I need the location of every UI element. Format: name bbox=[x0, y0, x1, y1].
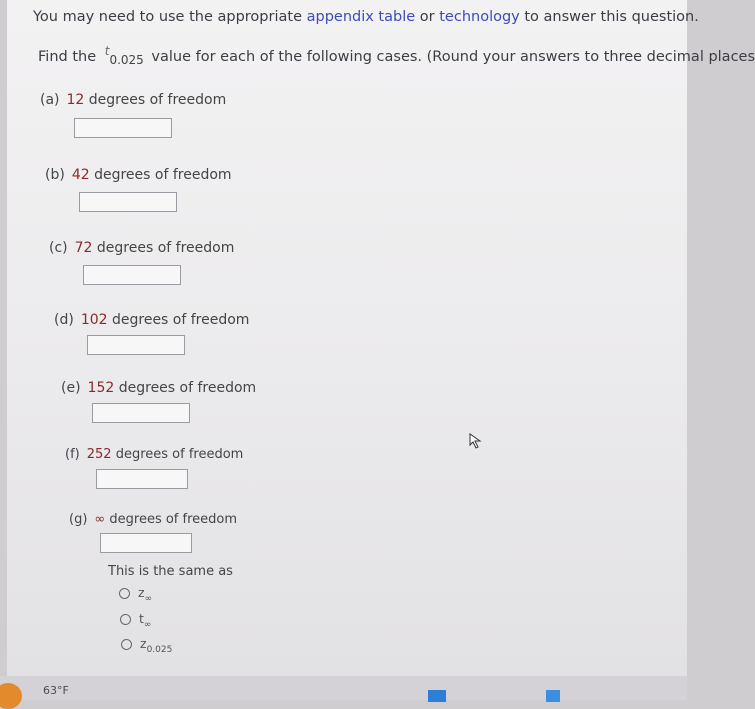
part-g-label bbox=[69, 512, 237, 527]
part-text: degrees of freedom bbox=[109, 512, 238, 527]
option-main: z bbox=[140, 636, 147, 651]
taskbar-app-icon[interactable] bbox=[546, 690, 560, 702]
part-c-label bbox=[49, 240, 234, 256]
radio-button[interactable] bbox=[121, 639, 132, 650]
part-d-answer-input[interactable] bbox=[87, 335, 185, 355]
part-letter: (g) bbox=[69, 512, 88, 527]
degrees-of-freedom-value: 152 bbox=[87, 380, 115, 396]
degrees-of-freedom-value: 102 bbox=[80, 312, 108, 328]
part-text: degrees of freedom bbox=[94, 167, 232, 183]
part-b-answer-input[interactable] bbox=[79, 192, 177, 212]
part-letter: (a) bbox=[40, 92, 60, 108]
part-letter: (b) bbox=[45, 167, 65, 183]
find-text: Find the bbox=[38, 49, 101, 65]
option-t-infinity[interactable] bbox=[120, 611, 152, 630]
part-e-answer-input[interactable] bbox=[92, 403, 190, 423]
part-letter: (f) bbox=[65, 447, 80, 462]
degrees-of-freedom-value: ∞ bbox=[94, 512, 106, 527]
weather-icon bbox=[0, 683, 22, 709]
part-letter: (e) bbox=[61, 380, 81, 396]
part-text: degrees of freedom bbox=[96, 240, 235, 256]
part-text: degrees of freedom bbox=[88, 92, 227, 108]
find-after: value for each of the following cases. (Round your answers to three decimal places bbox=[146, 49, 755, 65]
part-f-label bbox=[65, 447, 243, 462]
part-e-label bbox=[61, 380, 256, 396]
part-letter: (c) bbox=[49, 240, 68, 256]
option-sub: ∞ bbox=[144, 594, 153, 604]
radio-button[interactable] bbox=[120, 614, 131, 625]
t-subscript: 0.025 bbox=[109, 53, 144, 67]
intro-after: to answer this question. bbox=[519, 9, 699, 25]
instruction-line bbox=[33, 9, 699, 25]
degrees-of-freedom-value: 42 bbox=[71, 167, 90, 183]
degrees-of-freedom-value: 252 bbox=[86, 447, 112, 462]
degrees-of-freedom-value: 72 bbox=[74, 240, 93, 256]
intro-text: You may need to use the appropriate bbox=[33, 9, 307, 25]
option-z-0025[interactable] bbox=[121, 636, 173, 655]
radio-button[interactable] bbox=[119, 588, 130, 599]
degrees-of-freedom-value: 12 bbox=[66, 92, 85, 108]
question-prompt bbox=[38, 44, 755, 67]
part-text: degrees of freedom bbox=[115, 447, 244, 462]
t-symbol: t bbox=[104, 44, 110, 58]
option-main: z bbox=[138, 585, 145, 600]
part-letter: (d) bbox=[54, 312, 74, 328]
option-z-infinity[interactable] bbox=[119, 585, 153, 604]
part-f-answer-input[interactable] bbox=[96, 469, 188, 489]
same-as-prompt: This is the same as bbox=[108, 564, 233, 579]
taskbar bbox=[0, 676, 687, 700]
part-a-label bbox=[40, 92, 226, 108]
mouse-cursor-icon bbox=[469, 433, 483, 449]
part-d-label bbox=[54, 312, 249, 328]
part-g-answer-input[interactable] bbox=[100, 533, 192, 553]
taskbar-app-icon[interactable] bbox=[428, 690, 446, 702]
part-c-answer-input[interactable] bbox=[83, 265, 181, 285]
part-text: degrees of freedom bbox=[112, 312, 250, 328]
option-main: t bbox=[139, 611, 144, 626]
part-b-label bbox=[45, 167, 232, 183]
weather-temperature[interactable]: 63°F bbox=[43, 684, 69, 697]
technology-link[interactable]: technology bbox=[439, 9, 520, 25]
part-text: degrees of freedom bbox=[118, 380, 257, 396]
option-sub: 0.025 bbox=[146, 645, 173, 655]
option-sub: ∞ bbox=[143, 620, 152, 630]
appendix-table-link[interactable]: appendix table bbox=[306, 9, 416, 25]
part-a-answer-input[interactable] bbox=[74, 118, 172, 138]
intro-or: or bbox=[415, 9, 440, 25]
